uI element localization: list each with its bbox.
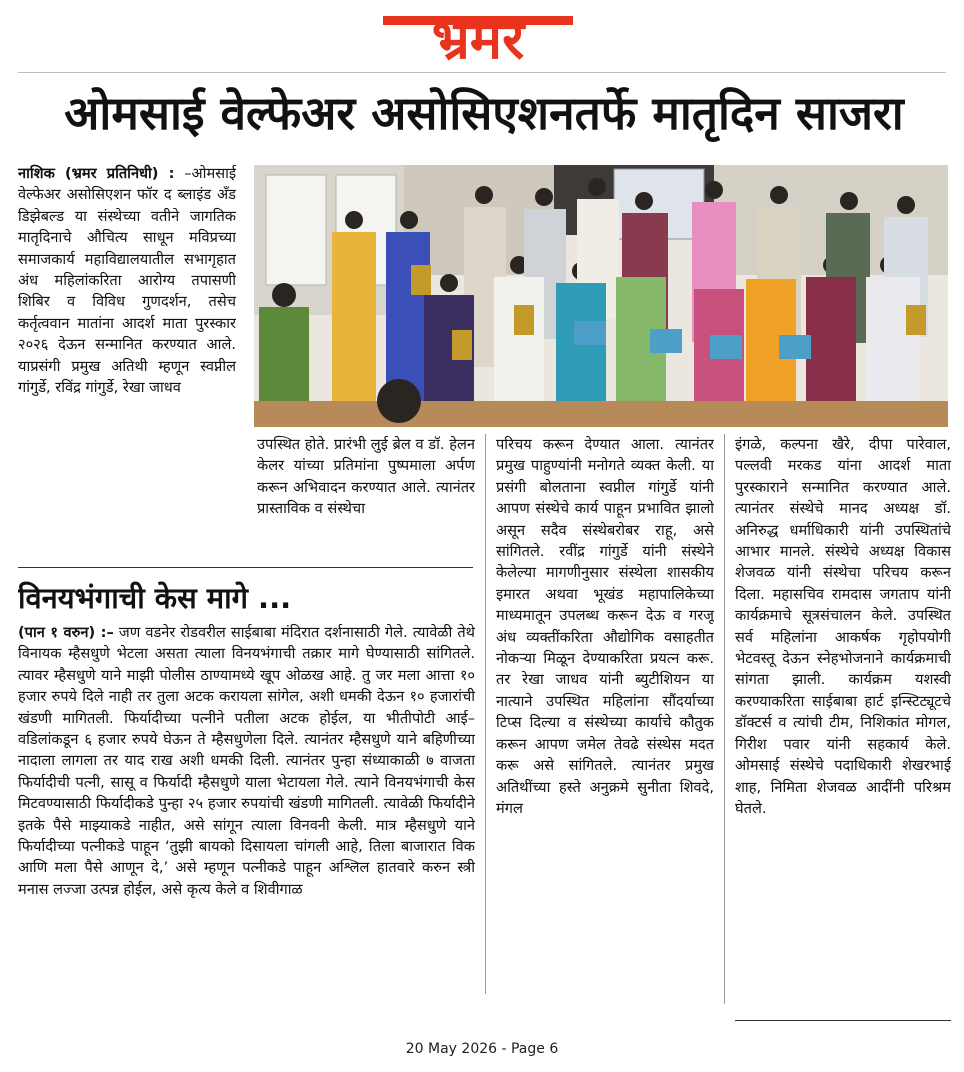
masthead-logo <box>383 2 573 64</box>
article-column-3: परिचय करून देण्यात आला. त्यानंतर प्रमुख पाहुण्यांनी मनोगते व्यक्त केली. या प्रसंगी बोलताना स्वप्नील गांगुर्डे यांनी आपण संस्थेचे कार्य पाहून प्रभावित झालो असून सदैव संस्थेबरोबर राहू, असे सांगितले. रवींद्र गांगुर्डे यांनी संस्थेने केलेल्या मागणीनुसार संस्थेला शासकीय इमारत अथवा भूखंड महापालिकेच्या माध्यमातून उपलब्ध करून देऊ व गरजू अंध व्यक्तींकरिता औद्योगिक वसाहतीत नोकऱ्या मिळून देण्याकरिता प्रयत्न करू. तर रेखा जाधव यांनी ब्युटीशियन या नात्याने उपस्थित महिलांना सौंदर्याच्या टिप्स दिल्या व संस्थेच्या कार्याचे कौतुक करून आपण जमेल तेवढे संस्थेस मदत करू असे सांगितले. त्यानंतर प्रमुख अतिथींच्या हस्ते अनुक्रमे सुनीता शिवदे, मंगल <box>496 436 714 817</box>
second-article-lead: (पान १ वरुन) :– <box>18 624 114 641</box>
masthead-title: भ्रमर <box>431 8 525 64</box>
event-photo <box>254 165 948 427</box>
article-column-1 <box>18 163 236 563</box>
second-article-body <box>18 622 475 1022</box>
article-column-2: उपस्थित होते. प्रारंभी लुई ब्रेल व डॉ. हेलन केलर यांच्या प्रतिमांना पुष्पमाला अर्पण करून अभिवादन करण्यात आले. त्यानंतर प्रास्ताविक व संस्थेचा <box>257 436 475 518</box>
second-article-text: जण वडनेर रोडवरील साईबाबा मंदिरात दर्शनासाठी गेले. त्यावेळी तेथे विनायक म्हैसधुणे भेटला असता त्याला विनयभंगाची तक्रार मागे घेण्यासाठी सांगितले. त्यावर म्हैसधुणे याने माझी पोलीस ठाण्यामध्ये खूप ओळख आहे. तु जर मला आत्ता १० हजार रुपये दिले नाही तर तुला अटक करायला सांगेल, अशी धमकी देऊन १० हजारांची खंडणी मागितली. फिर्यादीच्या पत्नीने पतीला अटक होईल, या भीतीपोटी आई–वडिलांकडून ६ हजार रुपये घेऊन ते म्हैसधुणेला दिले. त्यानंतर म्हैसधुणे याने बहिणीच्या नादाला लागला तर याद राख अशी धमकी दिली. त्यानंतर पुन्हा संध्याकाळी ७ वाजता फिर्यादीची पत्नी, सासू व फिर्यादी म्हैसधुणे याला भेटायला गेले. त्याने विनयभंगाची केस मिटवण्यासाठी फिर्यादीकडे पुन्हा २५ हजार रुपयांची खंडणी मागितली. त्यावेळी फिर्यादीने इतके पैसे माझ्याकडे नाहीत, असे सांगून त्याला विनवनी केली. मात्र म्हैसधुणे याने फिर्यादीच्या पत्नीकडे पाहून ‘तुझी बायको दिसायला चांगली आहे, तिला बाजारात विक आणि मला पैसे आणून दे,’ असे म्हणून पत्नीकडे पाहून अश्लिल हातवारे करुन स्त्री मनास लज्जा उत्पन्न होईल, असे कृत्य केले व शिवीगाळ <box>18 624 475 898</box>
second-article-headline: विनयभंगाची केस मागे ... <box>18 581 292 615</box>
column-divider <box>485 434 486 994</box>
article-dateline: नाशिक (भ्रमर प्रतिनिधी) : <box>18 165 175 182</box>
masthead-logo-art <box>383 2 573 64</box>
article-column-4: इंगळे, कल्पना खैरे, दीपा पारेवाल, पल्लवी मरकड यांना आदर्श माता पुरस्काराने सन्मानित करण्यात आले. त्यानंतर संस्थेचे मानद अध्यक्ष डॉ. अनिरुद्ध धर्माधिकारी यांनी उपस्थितांचे आभार मानले. संस्थेचे अध्यक्ष विकास शेजवळ यांनी संस्थेचा परिचय करून दिला. महासचिव रामदास जगताप यांनी कार्यक्रमाचे सूत्रसंचालन केले. उपस्थित सर्व महिलांना आकर्षक गृहोपयोगी भेटवस्तू देऊन स्नेहभोजनाने कार्यक्रमाची सांगता झाली. कार्यक्रम यशस्वी करण्याकरिता साईबाबा हार्ट इन्स्टिट्यूटचे डॉक्टर्स व त्यांची टीम, निशिकांत मोगल, गिरीश पवार यांनी सहकार्य केले. ओमसाई संस्थेचे पदाधिकारी शेखरभाई शाह, निमिता शेजवळ आदींनी परिश्रम घेतले. <box>735 436 951 817</box>
section-rule <box>18 567 473 568</box>
article-column-1-text: –ओमसाई वेल्फेअर असोसिएशन फॉर द ब्लाइंड अँड डिझेबल्ड या संस्थेच्या वतीने जागतिक मातृदिनाचे औचित्य साधून मविप्रच्या समाजकार्य महाविद्यालयातील सभागृहात अंध महिलांकरिता आरोग्य तपासणी शिबिर व विविध गुणदर्शन, तसेच कर्तृत्ववान मातांना आदर्श माता पुरस्कार २०२६ देऊन सन्मानित करण्यात आले. याप्रसंगी प्रमुख अतिथी म्हणून स्वप्नील गांगुर्डे, रविंद्र गांगुर्डे, रेखा जाधव <box>18 165 236 397</box>
top-rule <box>18 72 946 73</box>
article-end-rule <box>735 1020 951 1021</box>
page-footer: 20 May 2026 - Page 6 <box>405 1041 559 1057</box>
event-photo-illustration <box>254 165 948 427</box>
main-headline: ओमसाई वेल्फेअर असोसिएशनतर्फे मातृदिन साजरा <box>64 86 904 140</box>
column-divider <box>724 434 725 1004</box>
